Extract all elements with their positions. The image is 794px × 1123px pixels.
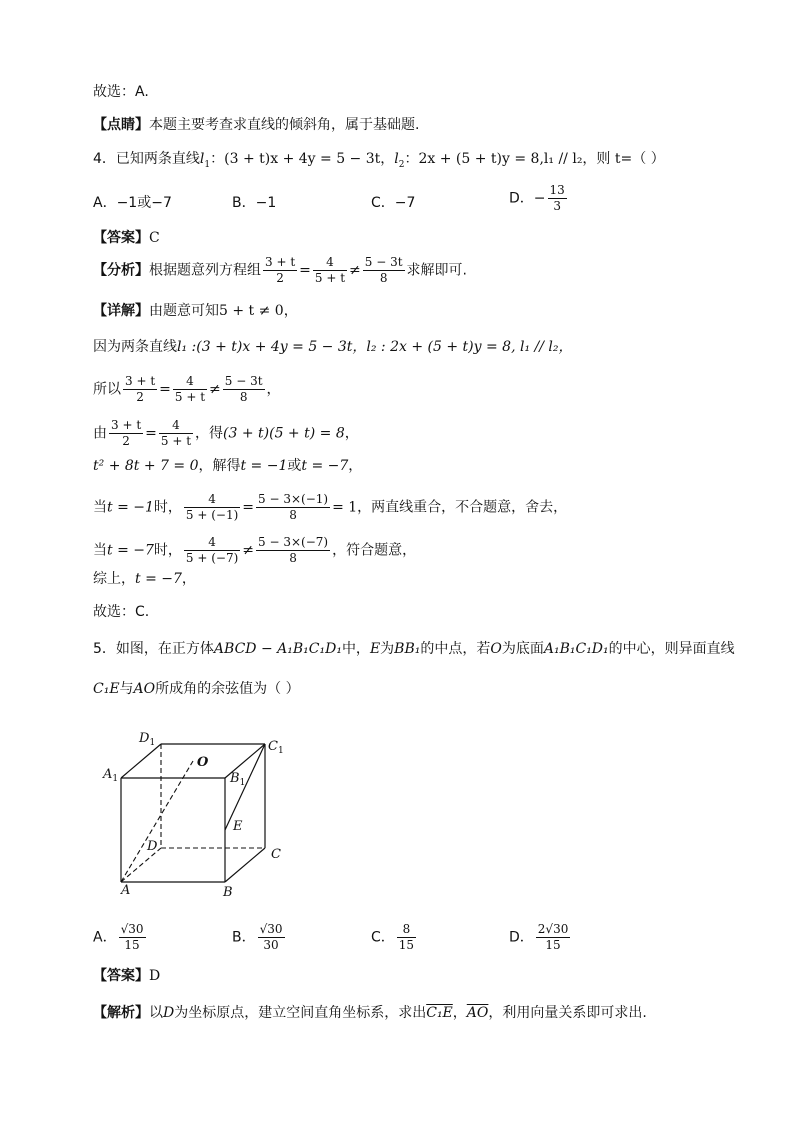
cube-diagram: [93, 722, 303, 902]
label-D1: $D_1$: [139, 731, 156, 748]
question-4-stem: 4．已知两条直线$l_1$：(3 + t)x + 4y = 5 − 3t，$l_2$：2x + (5 + t)y = 8,l₁ // l₂，则 t=（ ）: [93, 151, 665, 170]
answer-5: 【答案】D: [93, 968, 161, 984]
label-D: D: [147, 839, 158, 854]
edge-BC: [225, 848, 265, 882]
option-c: C．−7: [371, 195, 416, 211]
q5-option-c: C． $\frac{8}{15}$: [371, 922, 415, 952]
label-A: A: [121, 883, 131, 898]
q5-option-d: D． $\frac{2√30}{15}$: [509, 922, 569, 952]
option-d: D．− $\frac{13}{3}$: [509, 183, 565, 213]
option-a: A．−1或−7: [93, 195, 172, 211]
step-8: 故选：C.: [93, 604, 150, 620]
step-7: 综上，t = −7，: [93, 571, 196, 587]
comment-tag: 【点睛】: [93, 117, 149, 133]
q5-option-a: A． $\frac{√30}{15}$: [93, 922, 144, 952]
edge-A1D1: [121, 744, 161, 778]
label-C: C: [271, 847, 281, 862]
step-3: 由 $\frac{3 + t}{2}$ = $\frac{4}{5 + t}$ ，得(3 + t)(5 + t) = 8，: [93, 418, 359, 448]
label-B1: $B_1$: [230, 771, 246, 788]
option-b: B．−1: [232, 195, 277, 211]
step-2: 所以 $\frac{3 + t}{2}$ = $\frac{4}{5 + t}$ ≠ $\frac{5 - 3t}{8}$ ，: [93, 374, 281, 404]
step-6: 当t = −7时， $\frac{4}{5 + (-7)}$ ≠ $\frac{5 - 3\times(-7)}{8}$ ，符合题意，: [93, 535, 417, 565]
answer-choice-3: 故选：A.: [93, 84, 149, 100]
label-O: O: [197, 755, 209, 770]
segment-AO: [121, 761, 193, 882]
label-B: B: [223, 885, 233, 900]
analysis-5: 【解析】以D为坐标原点，建立空间直角坐标系，求出C₁E，$\overline{AO}$，利用向量关系即可求出.: [93, 1005, 647, 1021]
answer-4: 【答案】C: [93, 230, 160, 246]
label-E: E: [233, 819, 243, 834]
q5-option-b: B． $\frac{√30}{30}$: [232, 922, 283, 952]
cube-figure: [93, 722, 303, 902]
question-5-stem-line1: 5．如图，在正方体ABCD − A₁B₁C₁D₁中，E为BB₁的中点，若O为底面A₁B₁C₁D₁的中心，则异面直线: [93, 641, 735, 657]
analysis-4: 【分析】根据题意列方程组 $\frac{3 + t}{2}$ = $\frac{4}{5 + t}$ ≠ $\frac{5 - 3t}{8}$ 求解即可.: [93, 255, 467, 285]
detail-4: 【详解】由题意可知5 + t ≠ 0，: [93, 303, 298, 319]
question-5-stem-line2: C₁E与AO所成角的余弦值为（ ）: [93, 681, 300, 697]
step-5: 当t = −1时， $\frac{4}{5 + (-1)}$ = $\frac{5 - 3\times(-1)}{8}$ = 1，两直线重合，不合题意，舍去，: [93, 492, 568, 522]
label-C1: $C_1$: [268, 739, 284, 756]
step-1: 因为两条直线l₁ :(3 + t)x + 4y = 5 − 3t，l₂ : 2x + (5 + t)y = 8, l₁ // l₂，: [93, 339, 573, 355]
step-4: t² + 8t + 7 = 0，解得t = −1或t = −7，: [93, 458, 363, 474]
comment-3: [93, 115, 419, 135]
label-A1: $A_1$: [103, 767, 119, 784]
comment-text: 本题主要考查求直线的倾斜角，属于基础题.: [149, 117, 420, 133]
